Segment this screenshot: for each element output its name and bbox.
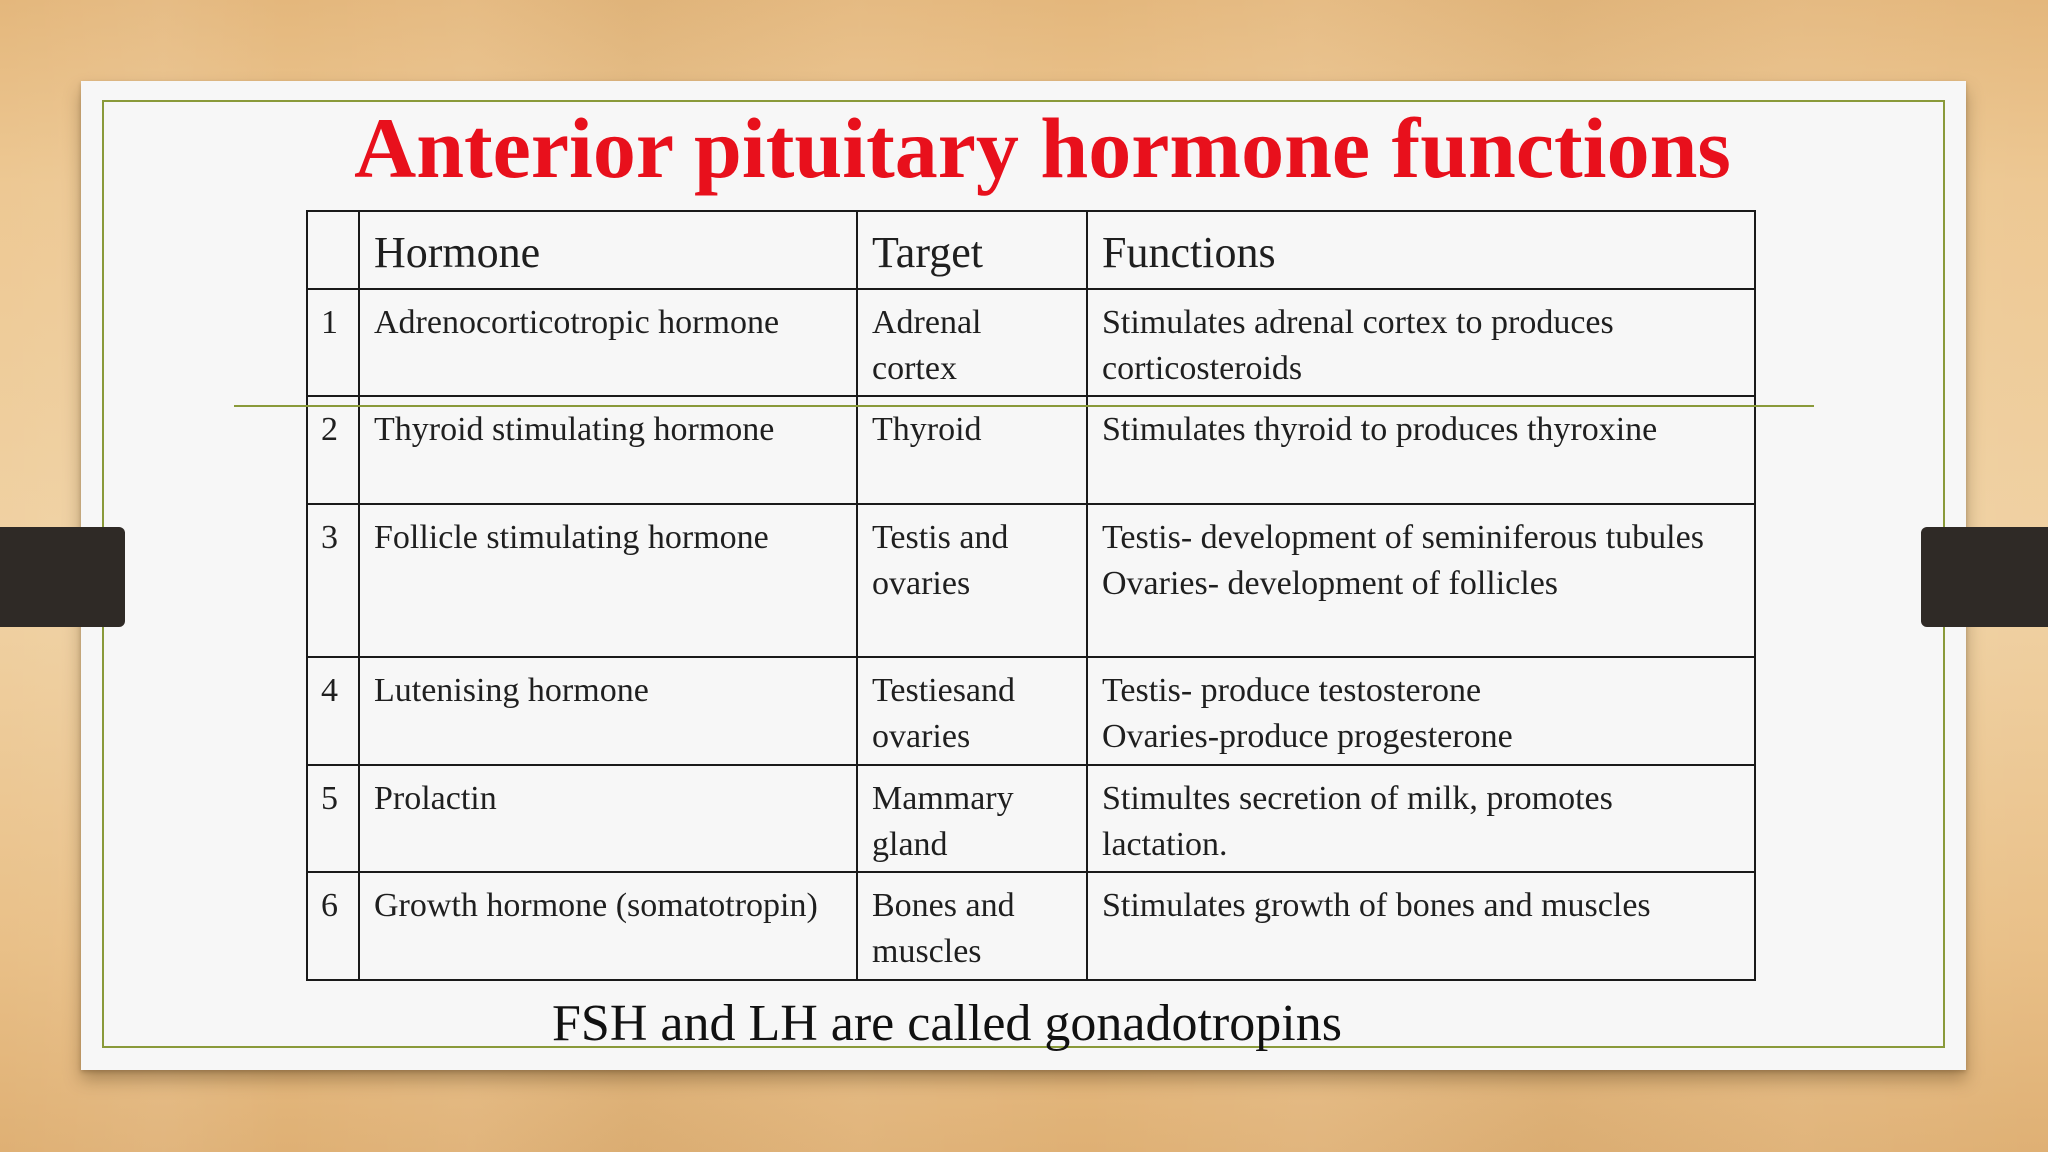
target-cell: Testis and ovaries — [857, 504, 1087, 657]
table-row — [307, 765, 1755, 872]
table-row — [307, 504, 1755, 657]
hormone-cell: Prolactin — [359, 765, 857, 872]
hormone-table — [306, 210, 1756, 981]
functions-cell: Stimulates adrenal cortex to produces corticosteroids — [1087, 289, 1755, 396]
header-target: Target — [857, 211, 1087, 289]
hormone-cell: Growth hormone (somatotropin) — [359, 872, 857, 980]
table-row — [307, 657, 1755, 765]
accent-line — [234, 405, 1814, 407]
header-hormone: Hormone — [359, 211, 857, 289]
table-row — [307, 396, 1755, 504]
functions-cell: Stimulates thyroid to produces thyroxine — [1087, 396, 1755, 504]
row-number: 6 — [307, 872, 359, 980]
row-number: 5 — [307, 765, 359, 872]
table-row — [307, 289, 1755, 396]
hormone-cell: Thyroid stimulating hormone — [359, 396, 857, 504]
left-binder-clip — [0, 527, 125, 627]
target-cell: Adrenal cortex — [857, 289, 1087, 396]
header-functions: Functions — [1087, 211, 1755, 289]
functions-cell: Testis- produce testosterone Ovaries-produce progesterone — [1087, 657, 1755, 765]
functions-cell: Testis- development of seminiferous tubules Ovaries- development of follicles — [1087, 504, 1755, 657]
target-cell: Mammary gland — [857, 765, 1087, 872]
functions-cell: Stimulates growth of bones and muscles — [1087, 872, 1755, 980]
slide-title: Anterior pituitary hormone functions — [354, 100, 1731, 196]
table-header-row — [307, 211, 1755, 289]
target-cell: Bones and muscles — [857, 872, 1087, 980]
hormone-cell: Adrenocorticotropic hormone — [359, 289, 857, 396]
row-number: 2 — [307, 396, 359, 504]
right-binder-clip — [1921, 527, 2048, 627]
functions-cell: Stimultes secretion of milk, promotes lactation. — [1087, 765, 1755, 872]
header-number — [307, 211, 359, 289]
row-number: 3 — [307, 504, 359, 657]
target-cell: Testiesand ovaries — [857, 657, 1087, 765]
hormone-cell: Follicle stimulating hormone — [359, 504, 857, 657]
row-number: 1 — [307, 289, 359, 396]
row-number: 4 — [307, 657, 359, 765]
footer-note: FSH and LH are called gonadotropins — [552, 995, 1342, 1052]
table-row — [307, 872, 1755, 980]
hormone-cell: Lutenising hormone — [359, 657, 857, 765]
target-cell: Thyroid — [857, 396, 1087, 504]
